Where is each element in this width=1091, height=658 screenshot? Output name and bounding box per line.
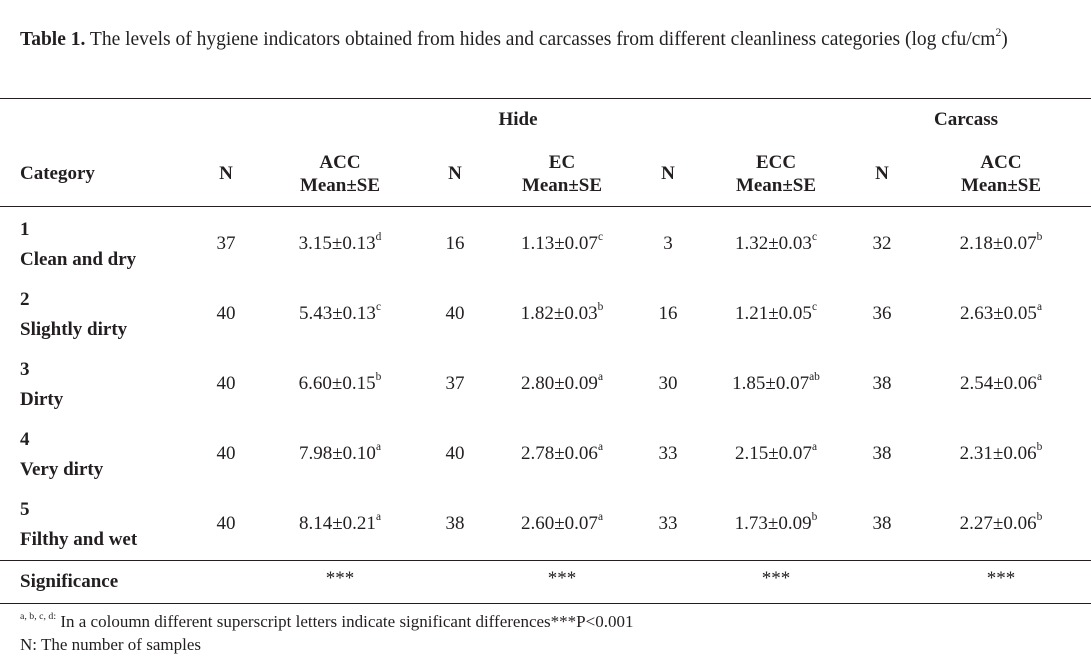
- row-3-n-carcass: 38: [872, 373, 892, 394]
- table-bottom-rule: [0, 603, 1091, 604]
- group-header-carcass: Carcass: [933, 109, 999, 130]
- significance-carcass-acc: ***: [986, 568, 1016, 589]
- row-4-acc: 7.98±0.10$^a$: [299, 440, 381, 464]
- row-5-n-acc: 40: [216, 513, 236, 534]
- row-5-n-carcass: 38: [872, 513, 892, 534]
- row-4-n-acc: 40: [216, 443, 236, 464]
- row-2-n-acc: 40: [216, 303, 236, 324]
- row-1-carcass-acc: 2.18±0.07$^b$: [959, 230, 1043, 254]
- row-2-n-carcass: 36: [872, 303, 892, 324]
- significance-ec: ***: [547, 568, 577, 589]
- row-2-acc: 5.43±0.13$^c$: [299, 300, 381, 324]
- row-3-n-ecc: 30: [658, 373, 678, 394]
- row-3-ec: 2.80±0.09$^a$: [521, 370, 603, 394]
- row-3-acc: 6.60±0.15$^b$: [298, 370, 382, 394]
- row-1-ec: 1.13±0.07$^c$: [521, 230, 603, 254]
- row-3-n-ec: 37: [445, 373, 465, 394]
- caption-close: ): [1001, 29, 1008, 50]
- row-4-category: Very dirty: [20, 459, 104, 480]
- caption-text: The levels of hygiene indicators obtained from hides and carcasses from different cleanliness categories (log cfu/cm: [89, 29, 996, 50]
- header-n-ecc: N: [661, 163, 675, 184]
- header-ec-mean: Mean±SE: [521, 175, 603, 196]
- significance-ecc: ***: [761, 568, 791, 589]
- row-2-number: 2: [20, 289, 30, 310]
- header-n-carcass: N: [875, 163, 889, 184]
- row-1-acc: 3.15±0.13$^d$: [298, 230, 382, 254]
- row-2-ec: 1.82±0.03$^b$: [520, 300, 604, 324]
- row-3-n-acc: 40: [216, 373, 236, 394]
- row-1-number: 1: [20, 219, 30, 240]
- row-1-n-acc: 37: [216, 233, 236, 254]
- row-4-number: 4: [20, 429, 30, 450]
- row-5-category: Filthy and wet: [20, 529, 138, 550]
- header-ecc: ECC: [755, 152, 797, 173]
- header-ecc-mean: Mean±SE: [735, 175, 817, 196]
- row-1-n-carcass: 32: [872, 233, 892, 254]
- significance-label: Significance: [20, 571, 119, 592]
- row-5-number: 5: [20, 499, 30, 520]
- significance-top-rule: [0, 560, 1091, 561]
- caption-superscript: 2: [995, 25, 1002, 39]
- row-3-carcass-acc: 2.54±0.06$^a$: [960, 370, 1042, 394]
- row-5-carcass-acc: 2.27±0.06$^b$: [959, 510, 1043, 534]
- row-2-carcass-acc: 2.63±0.05$^a$: [960, 300, 1042, 324]
- header-n-acc: N: [219, 163, 233, 184]
- significance-acc: ***: [325, 568, 355, 589]
- footnote-n: N: The number of samples: [20, 635, 201, 654]
- row-5-n-ecc: 33: [658, 513, 678, 534]
- row-5-ecc: 1.73±0.09$^b$: [734, 510, 818, 534]
- row-2-n-ec: 40: [445, 303, 465, 324]
- row-2-ecc: 1.21±0.05$^c$: [735, 300, 817, 324]
- row-3-number: 3: [20, 359, 30, 380]
- row-3-ecc: 1.85±0.07$^{ab}$: [732, 370, 820, 394]
- row-1-category: Clean and dry: [20, 249, 137, 270]
- row-5-n-ec: 38: [445, 513, 465, 534]
- row-2-category: Slightly dirty: [20, 319, 128, 340]
- footnote-significance: $^{a, b, c, d:}$ In a coloumn different superscript letters indicate significant differences***P<0.001: [20, 610, 634, 631]
- header-n-ec: N: [448, 163, 462, 184]
- row-5-ec: 2.60±0.07$^a$: [521, 510, 603, 534]
- row-3-category: Dirty: [20, 389, 64, 410]
- header-acc-mean: Mean±SE: [299, 175, 381, 196]
- header-category: Category: [20, 163, 95, 184]
- header-carcass-acc: ACC: [980, 152, 1022, 173]
- table-caption: [20, 24, 1072, 55]
- row-4-carcass-acc: 2.31±0.06$^b$: [959, 440, 1043, 464]
- row-1-n-ecc: 3: [663, 233, 673, 254]
- header-ec: EC: [548, 152, 576, 173]
- row-4-n-carcass: 38: [872, 443, 892, 464]
- row-4-ec: 2.78±0.06$^a$: [521, 440, 603, 464]
- header-carcass-acc-mean: Mean±SE: [960, 175, 1042, 196]
- row-4-n-ec: 40: [445, 443, 465, 464]
- table-label: Table 1.: [20, 29, 86, 50]
- row-4-n-ecc: 33: [658, 443, 678, 464]
- row-5-acc: 8.14±0.21$^a$: [299, 510, 381, 534]
- row-1-ecc: 1.32±0.03$^c$: [735, 230, 817, 254]
- row-2-n-ecc: 16: [658, 303, 678, 324]
- group-header-hide: Hide: [498, 109, 538, 130]
- header-acc: ACC: [319, 152, 361, 173]
- row-4-ecc: 2.15±0.07$^a$: [735, 440, 817, 464]
- table-top-rule: [0, 98, 1091, 99]
- header-bottom-rule: [0, 206, 1091, 207]
- row-1-n-ec: 16: [445, 233, 465, 254]
